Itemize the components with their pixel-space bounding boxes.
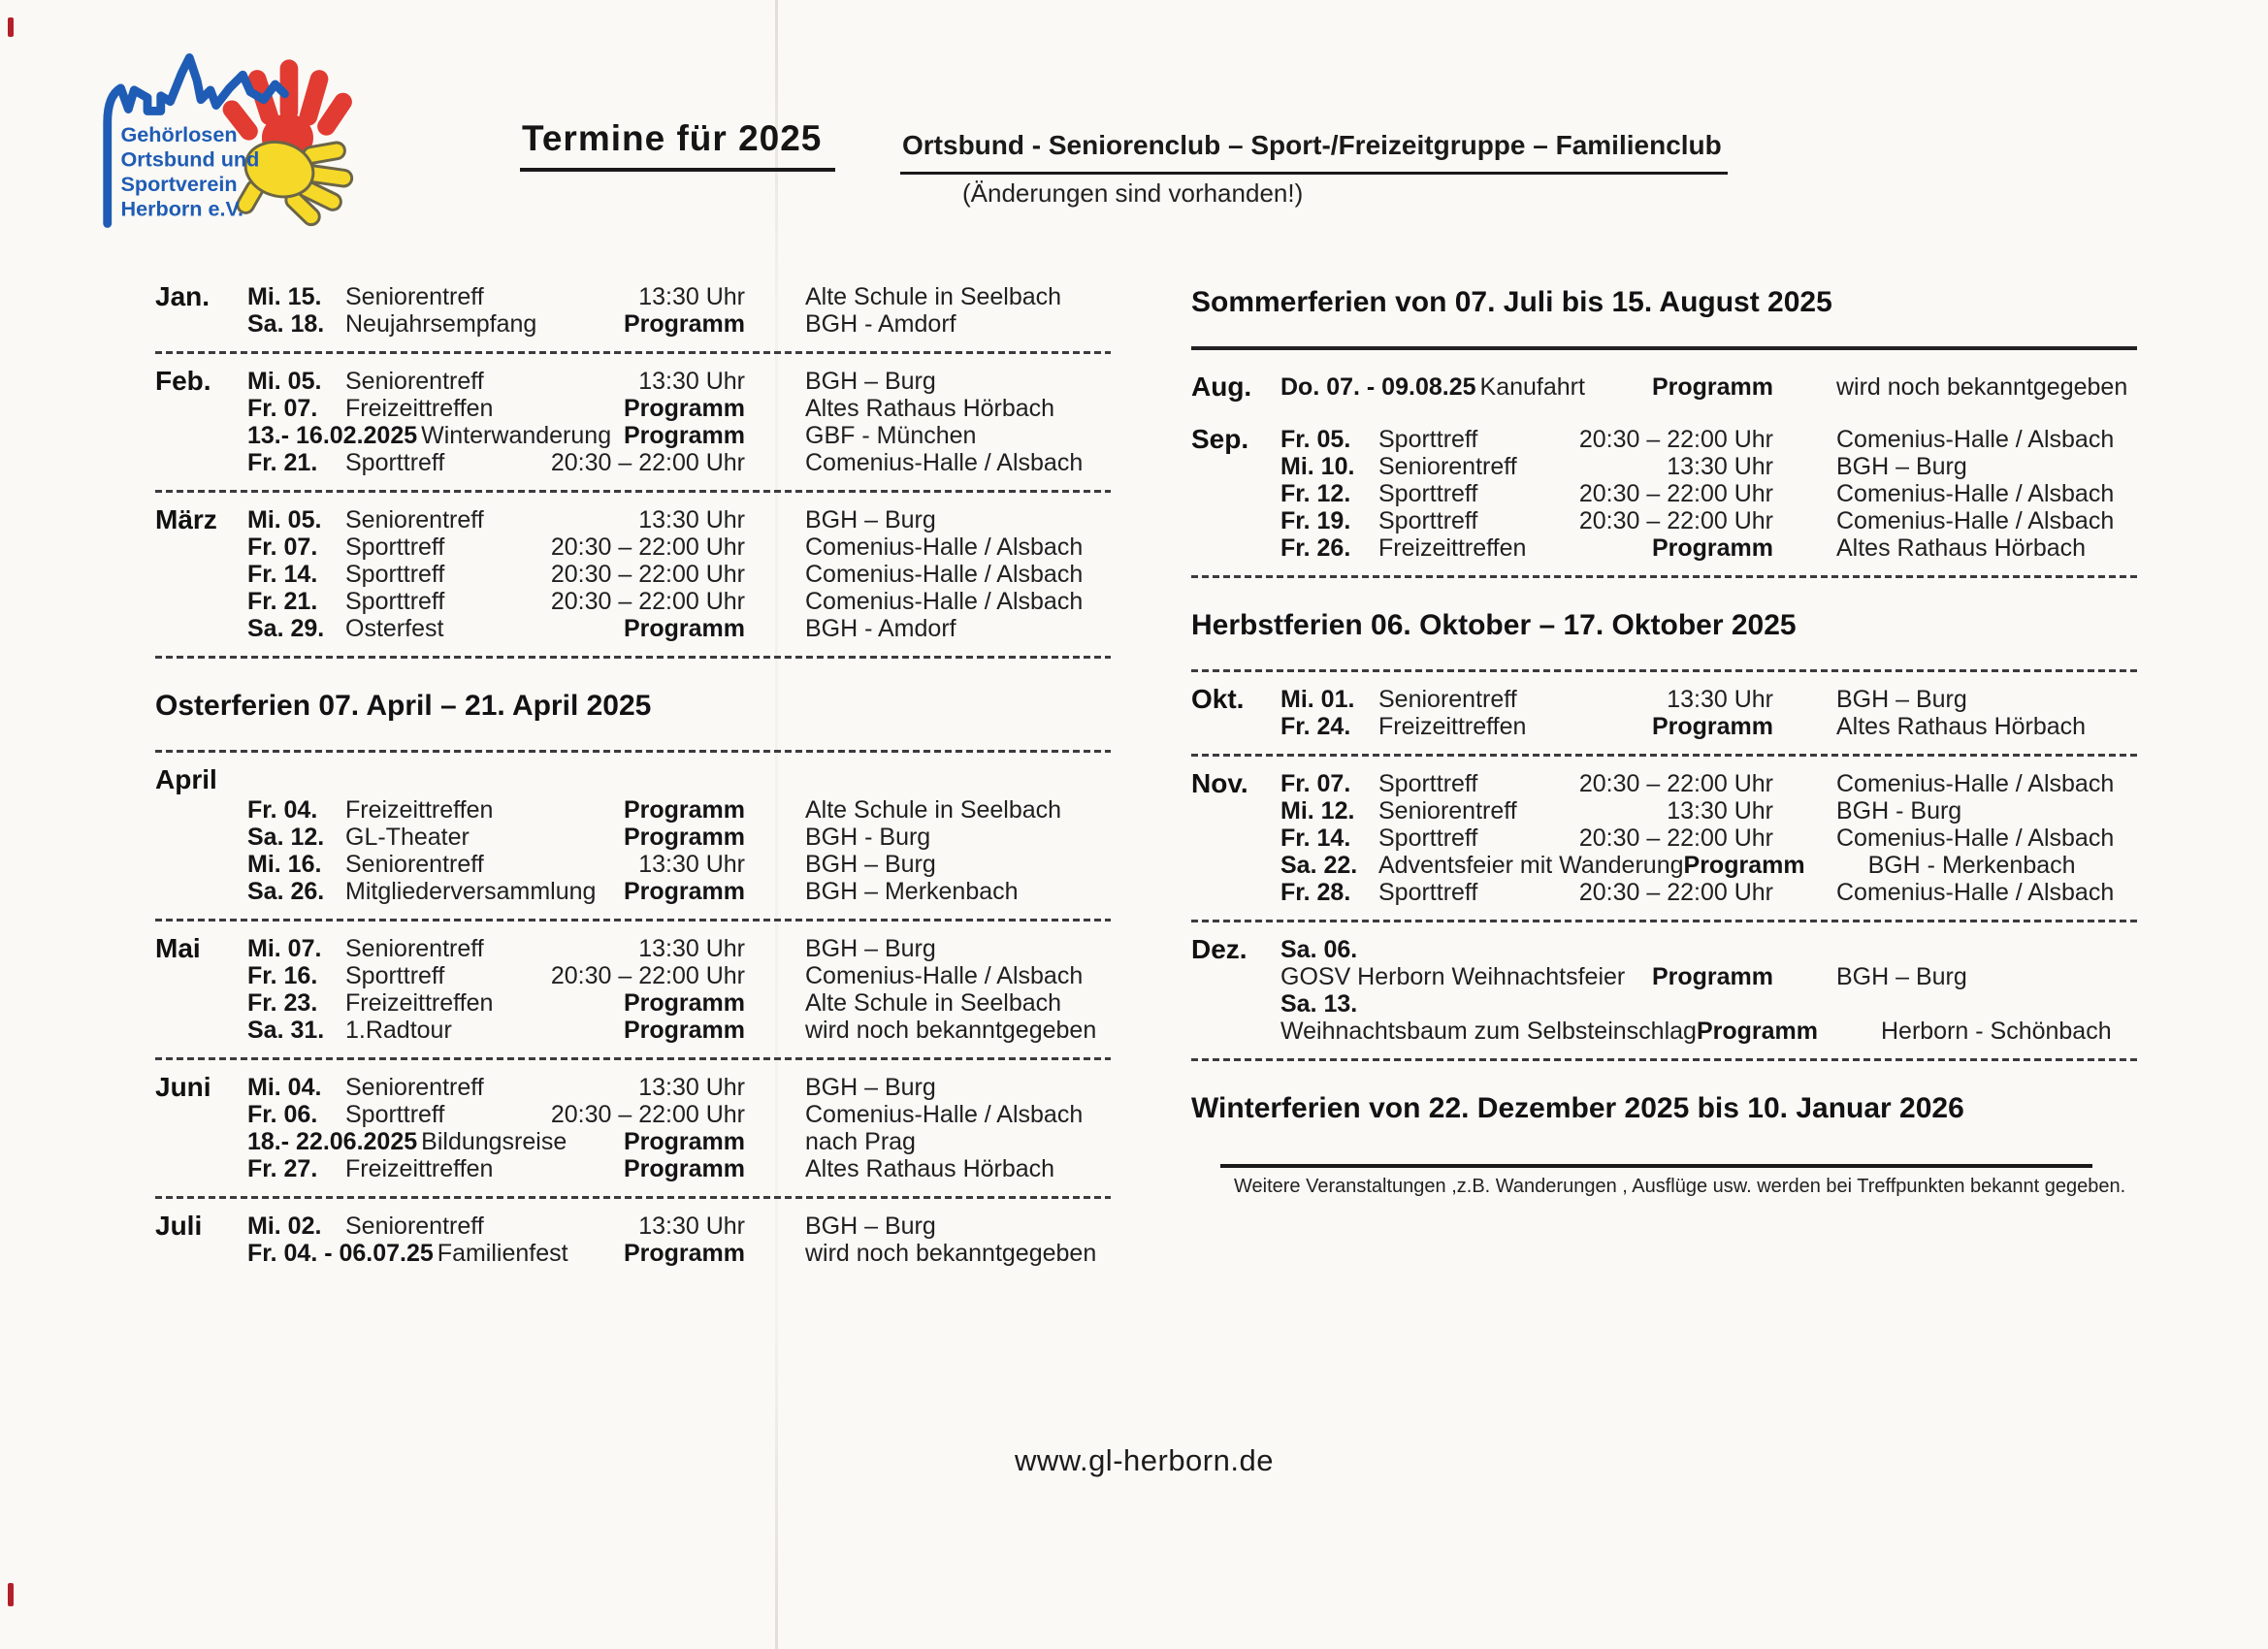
month-group — [155, 935, 1111, 1044]
month-label: Jan. — [155, 281, 211, 311]
event-location: Comenius-Halle / Alsbach — [805, 561, 1084, 588]
event-time: 20:30 – 22:00 Uhr — [550, 561, 745, 588]
event-row — [247, 1212, 1111, 1240]
month-label: Nov. — [1191, 768, 1248, 798]
event-row — [247, 283, 1111, 310]
month-rows — [155, 935, 1111, 1044]
event-title: GOSV Herborn Weihnachtsfeier — [1280, 963, 1626, 990]
event-row — [247, 561, 1111, 588]
event-time: 13:30 Uhr — [638, 1074, 745, 1101]
event-date: Fr. 21. — [247, 588, 318, 615]
event-title: Sporttreff — [1378, 507, 1478, 534]
event-date: Sa. 12. — [247, 824, 325, 851]
solid-divider — [1191, 346, 2137, 350]
event-location: BGH - Burg — [1836, 797, 1962, 824]
event-location: BGH – Burg — [1836, 453, 1967, 480]
event-title: Seniorentreff — [345, 283, 484, 310]
month-label: Juni — [155, 1072, 211, 1102]
event-title: Sporttreff — [1378, 426, 1478, 453]
event-location: GBF - München — [805, 422, 977, 449]
event-date: Fr. 07. — [1280, 770, 1351, 797]
month-group — [155, 766, 1111, 905]
event-row — [247, 989, 1111, 1017]
event-row — [1280, 1018, 2137, 1045]
month-group — [1191, 770, 2137, 906]
event-date: Fr. 12. — [1280, 480, 1351, 507]
event-title: Sporttreff — [345, 962, 445, 989]
event-date: Fr. 16. — [247, 962, 318, 989]
event-date: Fr. 14. — [1280, 824, 1351, 852]
month-group — [155, 283, 1111, 338]
month-rows — [155, 1074, 1111, 1182]
event-date: Fr. 07. — [247, 534, 318, 561]
event-program: Programm — [1683, 852, 1805, 879]
event-row — [247, 1101, 1111, 1128]
event-date: Sa. 26. — [247, 878, 325, 905]
event-row — [1280, 936, 2137, 963]
event-location: BGH – Burg — [805, 368, 936, 395]
event-title: Sporttreff — [345, 1101, 445, 1128]
event-time: 13:30 Uhr — [638, 368, 745, 395]
event-date: Sa. 13. — [1280, 990, 1358, 1018]
event-program: Programm — [623, 615, 745, 642]
month-label: Feb. — [155, 366, 211, 396]
event-date: Fr. 28. — [1280, 879, 1351, 906]
event-date: Fr. 21. — [247, 449, 318, 476]
event-date: Sa. 22. — [1280, 852, 1358, 879]
event-location: BGH – Burg — [805, 1212, 936, 1240]
event-date: Fr. 07. — [247, 395, 318, 422]
event-row — [1280, 534, 2137, 562]
month-rows — [1191, 936, 2137, 1045]
event-title: Seniorentreff — [345, 1074, 484, 1101]
event-title: Seniorentreff — [345, 368, 484, 395]
event-title: Freizeittreffen — [345, 989, 494, 1017]
month-label: Dez. — [1191, 934, 1247, 964]
event-location: Comenius-Halle / Alsbach — [1836, 480, 2115, 507]
event-time: 20:30 – 22:00 Uhr — [550, 534, 745, 561]
event-location: Herborn - Schönbach — [1880, 1018, 2112, 1045]
event-date: Mi. 16. — [247, 851, 322, 878]
event-date: 13.- 16.02.2025 — [247, 422, 418, 449]
event-program: Programm — [1651, 534, 1773, 562]
section-heading: Herbstferien 06. Oktober – 17. Oktober 2025 — [1191, 609, 1797, 641]
event-title: Seniorentreff — [345, 1212, 484, 1240]
event-title: Bildungsreise — [421, 1128, 567, 1155]
event-row — [1280, 373, 2137, 401]
dashed-divider — [1191, 920, 2137, 922]
event-time: 13:30 Uhr — [638, 1212, 745, 1240]
event-row — [247, 422, 1111, 449]
month-label: März — [155, 504, 217, 534]
event-location: Comenius-Halle / Alsbach — [1836, 507, 2115, 534]
logo-text-line: Herborn e.V. — [120, 196, 243, 221]
logo-text-line: Ortsbund und — [120, 146, 260, 172]
event-location: Comenius-Halle / Alsbach — [805, 588, 1084, 615]
website-url: www.gl-herborn.de — [1015, 1443, 1274, 1477]
event-time: 20:30 – 22:00 Uhr — [1578, 480, 1773, 507]
dashed-divider — [155, 656, 1111, 659]
event-location: Altes Rathaus Hörbach — [805, 395, 1055, 422]
changes-note: (Änderungen sind vorhanden!) — [962, 178, 1304, 208]
event-location: BGH – Burg — [1836, 963, 1967, 990]
event-title: Seniorentreff — [345, 506, 484, 534]
event-date: Mi. 05. — [247, 368, 322, 395]
event-row — [247, 449, 1111, 476]
event-row — [247, 506, 1111, 534]
event-time: 13:30 Uhr — [1667, 686, 1773, 713]
event-row — [1280, 507, 2137, 534]
event-time: 20:30 – 22:00 Uhr — [550, 449, 745, 476]
event-date: Fr. 26. — [1280, 534, 1351, 562]
event-row — [1280, 990, 2137, 1018]
event-row — [247, 534, 1111, 561]
event-time: 20:30 – 22:00 Uhr — [550, 588, 745, 615]
event-time: 13:30 Uhr — [1667, 797, 1773, 824]
club-logo-graphic — [92, 45, 369, 231]
event-date: Sa. 31. — [247, 1017, 325, 1044]
schedule-column-left — [155, 283, 1111, 1269]
event-location: Comenius-Halle / Alsbach — [805, 1101, 1084, 1128]
event-program: Programm — [1651, 373, 1773, 401]
event-date: Fr. 24. — [1280, 713, 1351, 740]
event-date: Sa. 29. — [247, 615, 325, 642]
event-title: Sporttreff — [1378, 879, 1478, 906]
event-time: 13:30 Uhr — [1667, 453, 1773, 480]
event-location: BGH - Merkenbach — [1867, 852, 2076, 879]
logo-text-line: Gehörlosen — [120, 121, 238, 146]
event-location: BGH – Burg — [805, 1074, 936, 1101]
month-group — [155, 368, 1111, 476]
dashed-divider — [1191, 754, 2137, 757]
event-time: 20:30 – 22:00 Uhr — [550, 1101, 745, 1128]
event-title: Freizeittreffen — [1378, 713, 1527, 740]
event-program: Programm — [623, 395, 745, 422]
month-rows — [155, 506, 1111, 642]
event-location: Altes Rathaus Hörbach — [1836, 713, 2087, 740]
event-time: 20:30 – 22:00 Uhr — [550, 962, 745, 989]
month-group — [1191, 426, 2137, 562]
page-subtitle: Ortsbund - Seniorenclub – Sport-/Freizeitgruppe – Familienclub — [900, 130, 1728, 175]
event-row — [247, 878, 1111, 905]
month-label: Aug. — [1191, 372, 1252, 402]
event-location: BGH – Burg — [805, 935, 936, 962]
event-date: Mi. 01. — [1280, 686, 1355, 713]
event-date: Fr. 19. — [1280, 507, 1351, 534]
event-date: Mi. 12. — [1280, 797, 1355, 824]
event-location: wird noch bekanntgegeben — [1836, 373, 2128, 401]
event-title: 1.Radtour — [345, 1017, 452, 1044]
dashed-divider — [155, 351, 1111, 354]
event-row — [247, 1155, 1111, 1182]
event-program: Programm — [623, 310, 745, 338]
event-location: wird noch bekanntgegeben — [805, 1017, 1097, 1044]
event-date: Fr. 05. — [1280, 426, 1351, 453]
month-rows — [155, 1212, 1111, 1267]
event-time: 20:30 – 22:00 Uhr — [1578, 426, 1773, 453]
event-time: 13:30 Uhr — [638, 935, 745, 962]
event-program: Programm — [623, 989, 745, 1017]
event-title: Freizeittreffen — [345, 395, 494, 422]
event-title: Freizeittreffen — [345, 1155, 494, 1182]
event-time: 13:30 Uhr — [638, 283, 745, 310]
month-label: Okt. — [1191, 684, 1245, 714]
event-date: Mi. 05. — [247, 506, 322, 534]
event-title: Winterwanderung — [421, 422, 612, 449]
event-date: Mi. 15. — [247, 283, 322, 310]
event-row — [247, 310, 1111, 338]
month-group — [155, 506, 1111, 642]
scan-mark — [8, 17, 14, 37]
event-row — [1280, 453, 2137, 480]
event-date: Fr. 23. — [247, 989, 318, 1017]
event-location: BGH – Merkenbach — [805, 878, 1019, 905]
month-group — [155, 1212, 1111, 1267]
event-row — [1280, 686, 2137, 713]
event-title: Mitgliederversammlung — [345, 878, 597, 905]
event-time: 20:30 – 22:00 Uhr — [1578, 770, 1773, 797]
event-title: Sporttreff — [1378, 770, 1478, 797]
event-row — [1280, 824, 2137, 852]
event-location: Comenius-Halle / Alsbach — [805, 449, 1084, 476]
event-date: Sa. 18. — [247, 310, 325, 338]
spacer — [1191, 403, 2137, 426]
event-location: BGH - Burg — [805, 824, 931, 851]
event-row — [1280, 480, 2137, 507]
event-row — [1280, 879, 2137, 906]
event-date: Fr. 04. - 06.07.25 — [247, 1240, 434, 1267]
event-title: Seniorentreff — [1378, 686, 1517, 713]
event-location: Alte Schule in Seelbach — [805, 796, 1062, 824]
month-label: Mai — [155, 933, 201, 963]
event-row — [247, 615, 1111, 642]
event-location: BGH – Burg — [1836, 686, 1967, 713]
footer-note: Weitere Veranstaltungen ,z.B. Wanderungen , Ausflüge usw. werden bei Treffpunkten bekannt gegeben. — [1220, 1164, 2092, 1198]
event-location: Comenius-Halle / Alsbach — [805, 534, 1084, 561]
event-title: Osterfest — [345, 615, 444, 642]
event-location: Comenius-Halle / Alsbach — [1836, 879, 2115, 906]
month-rows — [1191, 373, 2137, 401]
section-heading: Sommerferien von 07. Juli bis 15. August 2025 — [1191, 286, 1832, 318]
dashed-divider — [155, 750, 1111, 753]
event-program: Programm — [623, 1240, 745, 1267]
event-program: Programm — [623, 1017, 745, 1044]
month-group — [1191, 686, 2137, 740]
event-date: Fr. 06. — [247, 1101, 318, 1128]
event-title: Freizeittreffen — [345, 796, 494, 824]
event-row — [247, 935, 1111, 962]
dashed-divider — [1191, 669, 2137, 672]
event-location: Altes Rathaus Hörbach — [805, 1155, 1055, 1182]
dashed-divider — [155, 919, 1111, 922]
event-time: 20:30 – 22:00 Uhr — [1578, 824, 1773, 852]
event-date: Fr. 04. — [247, 796, 318, 824]
event-title: Kanufahrt — [1479, 373, 1585, 401]
dashed-divider — [155, 1196, 1111, 1199]
event-row — [247, 824, 1111, 851]
event-row — [247, 368, 1111, 395]
event-location: Alte Schule in Seelbach — [805, 989, 1062, 1017]
event-location: Comenius-Halle / Alsbach — [1836, 824, 2115, 852]
event-location: Altes Rathaus Hörbach — [1836, 534, 2087, 562]
event-title: Sporttreff — [1378, 824, 1478, 852]
event-program: Programm — [623, 1155, 745, 1182]
event-location: BGH - Amdorf — [805, 310, 956, 338]
event-location: Alte Schule in Seelbach — [805, 283, 1062, 310]
event-location: Comenius-Halle / Alsbach — [805, 962, 1084, 989]
event-location: Comenius-Halle / Alsbach — [1836, 426, 2115, 453]
section-heading: Winterferien von 22. Dezember 2025 bis 10. Januar 2026 — [1191, 1092, 1964, 1124]
event-title: GL-Theater — [345, 824, 470, 851]
dashed-divider — [155, 490, 1111, 493]
month-rows — [1191, 686, 2137, 740]
month-label: April — [155, 764, 217, 794]
event-title: Seniorentreff — [1378, 797, 1517, 824]
scan-mark — [8, 1583, 14, 1606]
month-rows — [1191, 426, 2137, 562]
event-row — [247, 1017, 1111, 1044]
page-title: Termine für 2025 — [520, 118, 835, 172]
event-date: Mi. 10. — [1280, 453, 1355, 480]
event-row — [1280, 852, 2137, 879]
event-date: Sa. 06. — [1280, 936, 1358, 963]
dashed-divider — [1191, 1058, 2137, 1061]
event-program: Programm — [623, 422, 745, 449]
dashed-divider — [1191, 575, 2137, 578]
event-time: 20:30 – 22:00 Uhr — [1578, 507, 1773, 534]
section-heading: Osterferien 07. April – 21. April 2025 — [155, 690, 652, 722]
event-title: Neujahrsempfang — [345, 310, 537, 338]
event-time: 13:30 Uhr — [638, 851, 745, 878]
event-date: Fr. 14. — [247, 561, 318, 588]
event-date: Fr. 27. — [247, 1155, 318, 1182]
event-row — [1280, 797, 2137, 824]
event-title: Weihnachtsbaum zum Selbsteinschlag — [1280, 1018, 1697, 1045]
schedule-column-right — [1191, 284, 2137, 1198]
event-date: 18.- 22.06.2025 — [247, 1128, 418, 1155]
month-label: Sep. — [1191, 424, 1249, 454]
event-row — [247, 851, 1111, 878]
event-location: BGH – Burg — [805, 851, 936, 878]
event-row — [247, 1240, 1111, 1267]
event-title: Seniorentreff — [345, 935, 484, 962]
event-title: Sporttreff — [345, 534, 445, 561]
event-date: Mi. 02. — [247, 1212, 322, 1240]
logo-text-line: Sportverein — [120, 172, 238, 197]
event-location: BGH - Amdorf — [805, 615, 956, 642]
event-title: Familienfest — [437, 1240, 568, 1267]
event-row — [247, 395, 1111, 422]
event-row — [1280, 963, 2137, 990]
event-location: BGH – Burg — [805, 506, 936, 534]
event-row — [247, 1074, 1111, 1101]
event-date: Do. 07. - 09.08.25 — [1280, 373, 1476, 401]
event-program: Programm — [623, 824, 745, 851]
event-program: Programm — [623, 878, 745, 905]
event-row — [247, 796, 1111, 824]
month-rows — [155, 796, 1111, 905]
event-program: Programm — [623, 796, 745, 824]
event-row — [247, 1128, 1111, 1155]
event-title: Sporttreff — [345, 449, 445, 476]
event-time: 13:30 Uhr — [638, 506, 745, 534]
event-program: Programm — [1696, 1018, 1818, 1045]
dashed-divider — [155, 1057, 1111, 1060]
event-title: Sporttreff — [1378, 480, 1478, 507]
month-rows — [1191, 770, 2137, 906]
club-logo — [92, 45, 369, 236]
month-label: Juli — [155, 1211, 203, 1241]
event-row — [1280, 713, 2137, 740]
event-location: wird noch bekanntgegeben — [805, 1240, 1097, 1267]
month-rows — [155, 283, 1111, 338]
event-row — [1280, 426, 2137, 453]
event-title: Seniorentreff — [1378, 453, 1517, 480]
month-group — [1191, 936, 2137, 1045]
event-location: nach Prag — [805, 1128, 916, 1155]
month-group — [1191, 373, 2137, 401]
event-program: Programm — [1651, 713, 1773, 740]
event-title: Freizeittreffen — [1378, 534, 1527, 562]
event-row — [247, 588, 1111, 615]
event-program: Programm — [1651, 963, 1773, 990]
event-title: Adventsfeier mit Wanderung — [1378, 852, 1684, 879]
event-row — [1280, 770, 2137, 797]
event-title: Sporttreff — [345, 588, 445, 615]
event-row — [247, 962, 1111, 989]
event-title: Seniorentreff — [345, 851, 484, 878]
event-time: 20:30 – 22:00 Uhr — [1578, 879, 1773, 906]
event-date: Mi. 04. — [247, 1074, 322, 1101]
event-title: Sporttreff — [345, 561, 445, 588]
month-rows — [155, 368, 1111, 476]
event-date: Mi. 07. — [247, 935, 322, 962]
event-location: Comenius-Halle / Alsbach — [1836, 770, 2115, 797]
event-program: Programm — [623, 1128, 745, 1155]
month-group — [155, 1074, 1111, 1182]
